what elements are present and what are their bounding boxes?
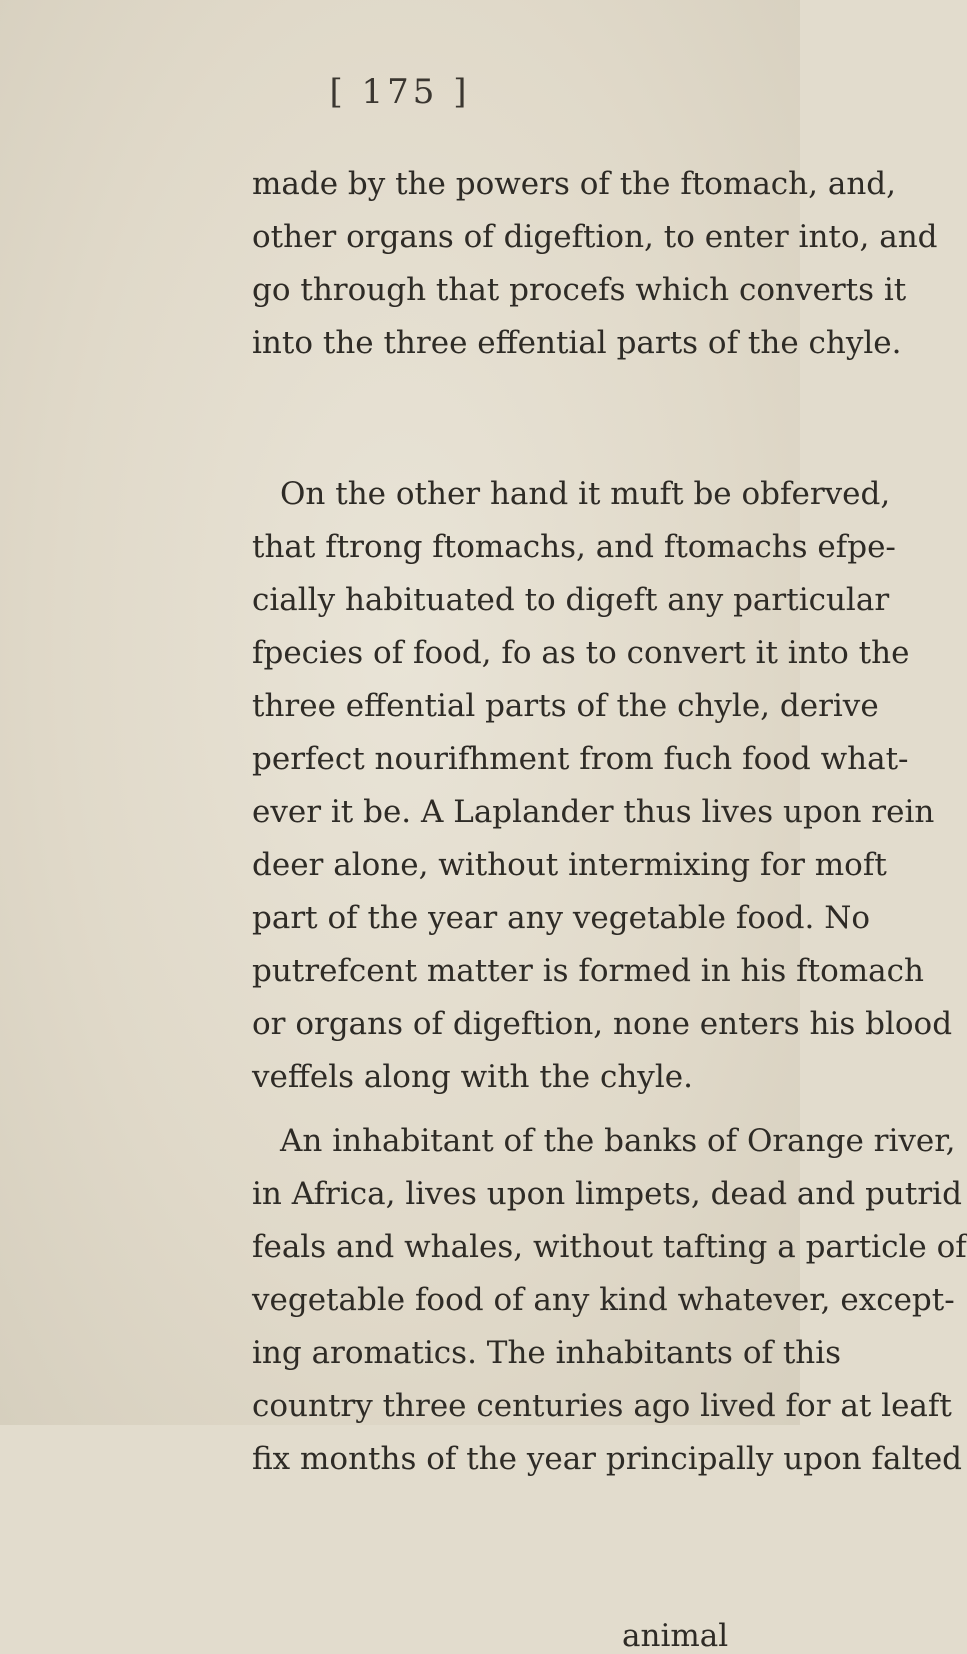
text-line: deer alone, without intermixing for moft [252, 847, 887, 883]
paragraph-1 [252, 158, 938, 370]
text-line: cially habituated to digeft any particular [252, 582, 890, 618]
text-line: putrefcent matter is formed in his ftomach [252, 953, 924, 989]
text-line: go through that procefs which converts it [252, 272, 907, 308]
text-line: fpecies of food, fo as to convert it into the [252, 635, 910, 671]
text-line: ing aromatics. The inhabitants of this [252, 1335, 842, 1371]
text-line: made by the powers of the ftomach, and, [252, 166, 896, 202]
text-line: country three centuries ago lived for at leaft [252, 1388, 952, 1424]
text-line: vegetable food of any kind whatever, except- [252, 1282, 955, 1318]
text-line: veffels along with the chyle. [252, 1059, 693, 1095]
text-line: in Africa, lives upon limpets, dead and putrid [252, 1176, 962, 1212]
text-line: fix months of the year principally upon falted [252, 1441, 963, 1477]
text-line: other organs of digeftion, to enter into, and [252, 219, 938, 255]
text-line: or organs of digeftion, none enters his blood [252, 1006, 953, 1042]
text-line: perfect nourifhment from fuch food what- [252, 741, 909, 777]
text-line: that ftrong ftomachs, and ftomachs efpe- [252, 529, 896, 565]
page-number-header: [ 175 ] [329, 72, 471, 112]
text-line: An inhabitant of the banks of Orange river, [280, 1123, 956, 1159]
text-line: into the three effential parts of the chyle. [252, 325, 902, 361]
text-line: On the other hand it muft be obferved, [280, 476, 891, 512]
text-line: part of the year any vegetable food. No [252, 900, 870, 936]
paragraph-2 [252, 468, 953, 1104]
text-line: ever it be. A Laplander thus lives upon rein [252, 794, 935, 830]
text-line: feals and whales, without tafting a particle of [252, 1229, 967, 1265]
text-line: three effential parts of the chyle, derive [252, 688, 879, 724]
catchword: animal [622, 1618, 729, 1654]
paragraph-3 [252, 1115, 967, 1486]
